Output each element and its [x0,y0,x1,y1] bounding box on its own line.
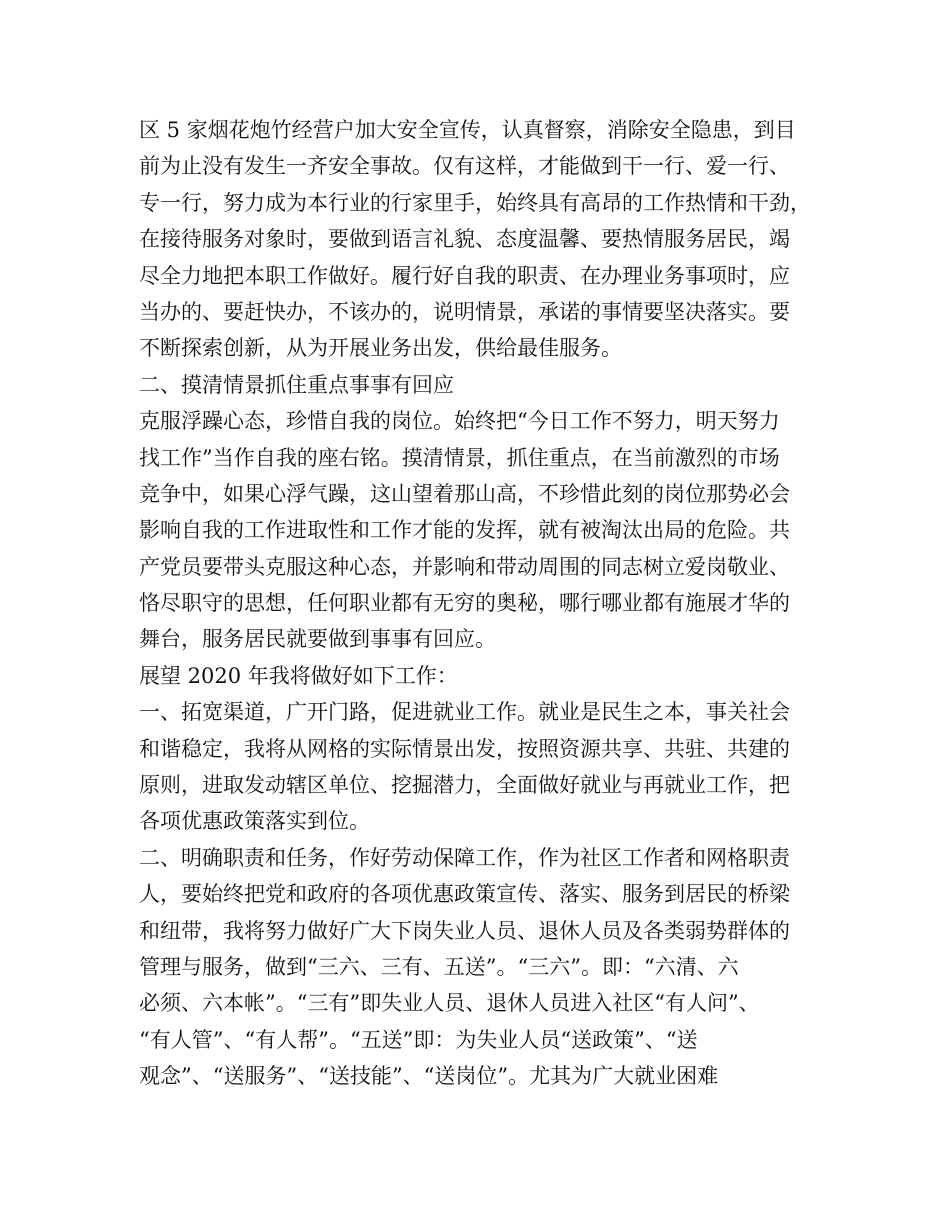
text-line-23: 和纽带，我将努力做好广大下岗失业人员、退休人员及各类弱势群体的 [139,918,790,943]
text-line-10: 找工作”当作自我的座右铭。摸清情景，抓住重点，在当前激烈的市场 [139,445,780,470]
text-line-5: 尽全力地把本职工作做好。履行好自我的职责、在办理业务事项时，应 [139,263,790,288]
text-line-19: 原则，进取发动辖区单位、挖掘潜力，全面做好就业与再就业工作，把 [139,773,790,798]
text-line-4: 在接待服务对象时，要做到语言礼貌、态度温馨、要热情服务居民，竭 [139,227,790,252]
section-heading-2: 二、摸清情景抓住重点事事有回应 [139,372,454,397]
text-line-11: 竞争中，如果心浮气躁，这山望着那山高，不珍惜此刻的岗位那势必会 [139,481,790,506]
text-line-7: 不断探索创新，从为开展业务出发，供给最佳服务。 [139,336,622,361]
text-line-25: 必须、六本帐”。“三有”即失业人员、退休人员进入社区“有人问”、 [139,991,760,1016]
text-line-26: “有人管”、“有人帮”。“五送”即：为失业人员“送政策”、“送 [139,1027,698,1052]
text-line-17: 一、拓宽渠道，广开门路，促进就业工作。就业是民生之本，事关社会 [139,700,790,725]
text-line-22: 人，要始终把党和政府的各项优惠政策宣传、落实、服务到居民的桥梁 [139,882,790,907]
document-page [139,112,839,1095]
text-line-12: 影响自我的工作进取性和工作才能的发挥，就有被淘汰出局的危险。共 [139,518,790,543]
text-line-13: 产党员要带头克服这种心态，并影响和带动周围的同志树立爱岗敬业、 [139,554,790,579]
text-line-1: 区 5 家烟花炮竹经营户加大安全宣传，认真督察，消除安全隐患，到目 [139,118,796,142]
text-line-27: 观念”、“送服务”、“送技能”、“送岗位”。尤其为广大就业困难 [139,1064,719,1089]
text-line-9: 克服浮躁心态，珍惜自我的岗位。始终把“今日工作不努力，明天努力 [139,409,780,434]
text-line-24: 管理与服务，做到“三六、三有、五送”。“三六”。即：“六清、六 [139,954,739,979]
text-line-15: 舞台，服务居民就要做到事事有回应。 [139,627,496,652]
text-line-18: 和谐稳定，我将从网格的实际情景出发，按照资源共享、共驻、共建的 [139,736,790,761]
text-line-21: 二、明确职责和任务，作好劳动保障工作，作为社区工作者和网格职责 [139,845,790,870]
text-line-14: 恪尽职守的思想，任何职业都有无穷的奥秘，哪行哪业都有施展才华的 [139,591,790,616]
text-line-2: 前为止没有发生一齐安全事故。仅有这样，才能做到干一行、爱一行、 [139,154,790,179]
text-line-3: 专一行，努力成为本行业的行家里手，始终具有高昂的工作热情和干劲， [139,190,811,215]
text-line-20: 各项优惠政策落实到位。 [139,809,370,834]
text-line-6: 当办的、要赶快办，不该办的，说明情景，承诺的事情要坚决落实。要 [139,299,790,324]
outlook-heading: 展望 2020 年我将做好如下工作： [139,663,458,688]
